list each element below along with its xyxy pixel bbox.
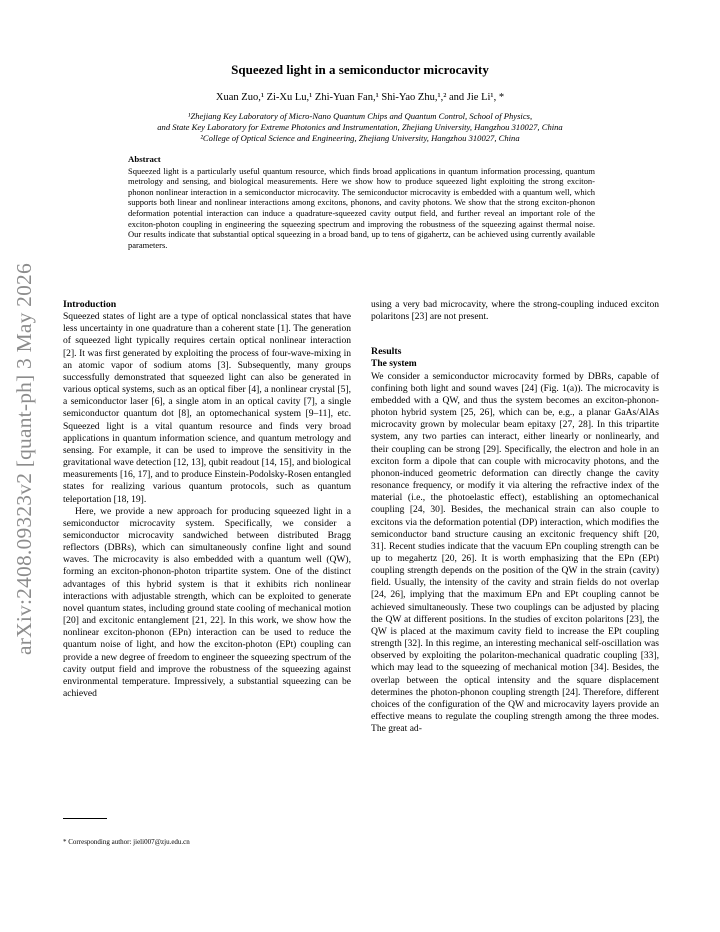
section-spacer [371, 323, 659, 346]
footnote-rule [63, 818, 107, 819]
arxiv-identifier: arXiv:2408.09323v2 [quant-ph] 3 May 2026 [12, 263, 36, 655]
abstract-block [128, 154, 595, 250]
corresponding-author-footnote: * Corresponding author: jieli007@zju.edu.cn [63, 838, 190, 846]
system-paragraph: We consider a semiconductor microcavity formed by DBRs, capable of confining both light and sound waves [24] (Fig. 1(a)). The microcavity is embedded with a QW, and thus the system becomes an exciton-phonon-photon hybrid system [25, 26], which can be, e.g., a planar GaAs/AlAs microcavity grown by molecular beam epitaxy [27, 28]. In this tripartite system, any two parties can interact, either linearly or nonlinearly, and their coupling can be strong [29]. Specifically, the electron and hole in an exciton form a dipole that can couple with microcavity photons, and the phonon-induced geometric deformation can directly change the cavity resonance frequency, or modify it via altering the refractive index of the material (i.e., the photoelastic effect), establishing an optomechanical coupling [24, 30]. Besides, the mechanical strain can also couple to excitons via the deformation potential (DP) interaction, which modifies the semiconductor band structure causing an excitonic frequency shift [20, 31]. Recent studies indicate that the vacuum EPn coupling strength can be up to megahertz [20, 26]. It is worth emphasizing that the EPn (EPt) coupling strength depends on the position of the QW in the strain (cavity) field. Usually, the intensity of the cavity and strain fields do not overlap [24, 26], implying that the maximum EPn and EPt coupling cannot be achieved simultaneously. These two couplings can be adjusted by placing the QW at different positions. In the studies of exciton polaritons [23], the QW is placed at the maximum cavity field to increase the EPt coupling strength [32]. In this regime, an interesting mechanical self-oscillation was observed by exploiting the polariton-mechanical quadratic coupling [33], which may lead to the squeezing of mechanical motion [34]. Besides, the overlap between the optical intensity and the square displacement determines the photon-phonon coupling strength [24]. Therefore, different choices of the configuration of the QW and microcavity layers provide an effective means to regulate the coupling strength among the three modes. The great ad- [371, 370, 659, 735]
intro-paragraph-continued: using a very bad microcavity, where the strong-coupling induced exciton polaritons [23] are not present. [371, 299, 659, 323]
system-subheading: The system [371, 359, 417, 370]
abstract-text: Squeezed light is a particularly useful quantum resource, which finds broad applications in quantum information processing, quantum metrology and sensing, and biological measurements. Here we show how to produce squeezed light exploiting the strong exciton-phonon nonlinear interaction in a semiconductor microcavity. The semiconductor microcavity is embedded with a quantum well, which supports both linear and nonlinear interactions among excitons, phonons, and cavity photons. We show that the strong exciton-phonon deformation potential interaction can induce a quadrature-squeezed cavity output field, and further reveal an important role of the exciton-photon coupling in engineering the squeezing spectrum and improving the robustness of the squeezing against thermal noise. Our results indicate that substantial optical squeezing in a broad band, up to tens of gigahertz, can be achieved using currently available parameters. [128, 165, 595, 250]
affiliation-1: ¹Zhejiang Key Laboratory of Micro-Nano Quantum Chips and Quantum Control, School of Physics, [187, 111, 533, 121]
paper-title: Squeezed light in a semiconductor microcavity [231, 62, 489, 77]
affiliation-1-cont: and State Key Laboratory for Extreme Photonics and Instrumentation, Zhejiang University, Hangzhou 310027, China [157, 122, 563, 132]
introduction-heading: Introduction [63, 299, 117, 310]
intro-paragraph-1: Squeezed states of light are a type of optical nonclassical states that have less uncertainty in one quadrature than a coherent state [1]. The generation of squeezed light typically requires certain optical nonlinear interaction [2]. It was first generated by exploiting the process of four-wave-mixing in an atomic vapor of sodium atoms [3]. Subsequently, many groups successfully demonstrated that squeezed light can also be generated in various optical systems, such as an optical fiber [4], a nonlinear crystal [5], a semiconductor laser [6], a single atom in an optical cavity [7], a single semiconductor quantum dot [8], an optomechanical system [9–11], etc. Squeezed light is a vital quantum resource and finds very broad applications in quantum information science, and quantum metrology and sensing. For example, it can be used to improve the sensitivity in the gravitational wave detection [12, 13], qubit readout [14, 15], and biological measurements [16, 17], and to produce Einstein-Podolsky-Rosen entangled states for realizing various quantum protocols, such as quantum teleportation [18, 19]. [63, 311, 351, 505]
intro-paragraph-2: Here, we provide a new approach for producing squeezed light in a semiconductor microcavity system. Specifically, we consider a semiconductor microcavity sandwiched between distributed Bragg reflectors (DBRs), which can simultaneously confine light and sound waves. The microcavity is also embedded with a quantum well (QW), forming an exciton-phonon-photon tripartite system. One of the distinct advantages of this hybrid system is that it exhibits rich nonlinear interactions with adjustable strength, which can be exploited to generate novel quantum states, including ground state cooling of mechanical motion [20] and excitonic entanglement [21, 22]. In this work, we show how the nonlinear exciton-phonon (EPn) interaction can be used to reduce the quantum noise of light, and how the exciton-photon (EPt) coupling can provide a new degree of freedom to engineer the squeezing spectrum of the cavity output field and improve the robustness of the squeezing against environmental temperature. Impressively, a substantial squeezing can be achieved [63, 505, 351, 699]
left-column [63, 299, 351, 700]
affiliation-2: ²College of Optical Science and Engineering, Zhejiang University, Hangzhou 310027, China [200, 133, 520, 143]
abstract-heading: Abstract [128, 154, 161, 164]
author-list: Xuan Zuo,¹ Zi-Xu Lu,¹ Zhi-Yuan Fan,¹ Shi-Yao Zhu,¹,² and Jie Li¹, * [215, 92, 505, 103]
right-column [371, 299, 659, 735]
results-heading: Results [371, 346, 402, 358]
